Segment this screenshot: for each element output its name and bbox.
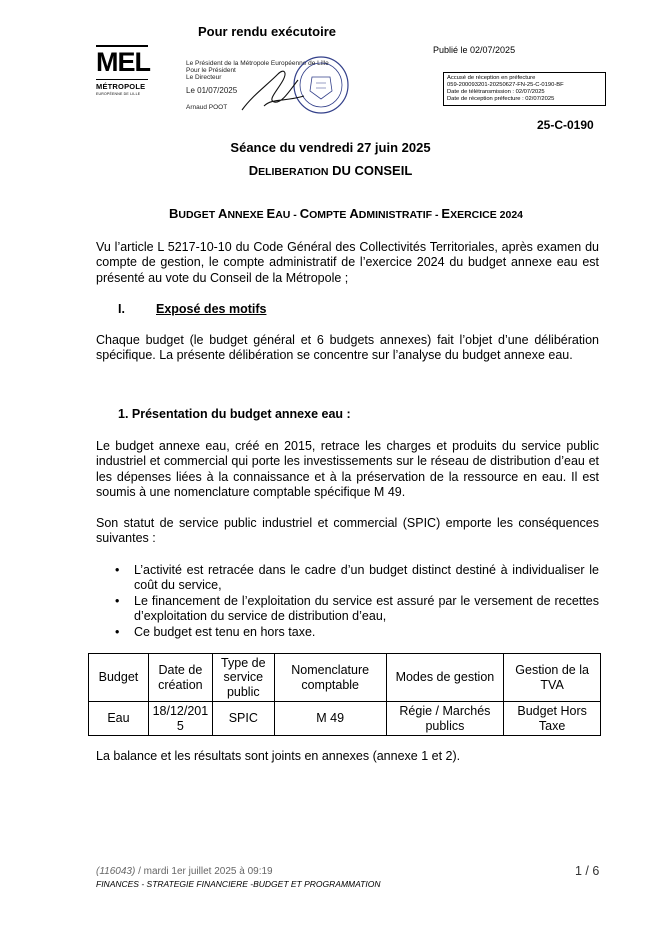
section-title: Exposé des motifs [156,302,267,316]
table-cell: 18/12/2015 [148,702,212,736]
signature-date: Le 01/07/2025 [186,86,238,95]
paragraph-budgets: Chaque budget (le budget général et 6 budgets annexes) fait l’objet d’une délibération spécifique. La présente délibération se concentre sur l’analyse du budget annexe eau. [96,333,599,363]
budget-title: BUDGET ANNEXE EAU - COMPTE ADMINISTRATIF - EXERCICE 2024 [168,206,524,221]
table-header-cell: Gestion de la TVA [504,654,601,702]
accuse-reception-box [443,72,606,106]
footer-department: FINANCES - STRATEGIE FINANCIERE -BUDGET ET PROGRAMMATION [96,879,381,889]
table-header-cell: Date de création [148,654,212,702]
accuse-line-2: 059-200093201-20250627-FN-25-C-0190-BF [447,82,564,88]
signature-line-1: Le Président de la Métropole Européenne de Lille [186,60,329,67]
deliberation-heading: DELIBERATION DU CONSEIL [248,163,413,178]
handwritten-signature [238,66,308,116]
consequences-list [108,563,599,640]
mel-logo [96,45,148,96]
table-cell: Budget Hors Taxe [504,702,601,736]
section-number: I. [118,302,125,316]
logo-subtitle-text: EUROPÉENNE DE LILLE [96,92,141,96]
table-header-cell: Nomenclature comptable [274,654,386,702]
subsection-title: 1. Présentation du budget annexe eau : [118,407,351,421]
accuse-line-4: Date de réception préfecture : 02/07/2025 [447,96,555,102]
signature-line-3: Le Directeur [186,74,222,81]
signature-line-2: Pour le Président [186,67,236,74]
publication-date: Publié le 02/07/2025 [433,45,516,55]
table-cell: Régie / Marchés publics [386,702,504,736]
list-item: • L’activité est retracée dans le cadre d’un budget distinct destiné à individualiser le coût du service, [115,563,599,593]
table-header-row [89,654,601,702]
table-row [89,702,601,736]
deliberation-reference: 25-C-0190 [537,118,594,132]
list-item: • Ce budget est tenu en hors taxe. [115,624,316,639]
list-item: • Le financement de l’exploitation du service est assuré par le versement de recettes d’exploitation du service de distribution d’eau, [115,593,599,624]
logo-mel-text: MEL [96,47,150,77]
paragraph-spic: Son statut de service public industriel et commercial (SPIC) emporte les conséquences suivantes : [96,516,599,546]
table-header-cell: Modes de gestion [386,654,504,702]
footer-date: / mardi 1er juillet 2025 à 09:19 [135,866,273,877]
budget-table [88,653,601,736]
accuse-line-3: Date de télétransmission : 02/07/2025 [447,89,545,95]
table-header-cell: Budget [89,654,149,702]
pour-rendu-executoire: Pour rendu exécutoire [198,24,336,39]
accuse-line-1: Accusé de réception en préfecture [447,75,536,81]
page-number: 1 / 6 [575,864,600,878]
signatory-name: Arnaud POOT [186,104,228,111]
table-cell: M 49 [274,702,386,736]
footer-timestamp [96,866,273,877]
seance-title: Séance du vendredi 27 juin 2025 [230,140,431,155]
logo-metropole-text: MÉTROPOLE [96,79,148,91]
table-header-cell: Type de service public [212,654,274,702]
footer-code: (116043) [96,866,136,877]
table-cell: SPIC [212,702,274,736]
table-cell: Eau [89,702,149,736]
paragraph-vu-article: Vu l’article L 5217-10-10 du Code Général des Collectivités Territoriales, après examen du compte de gestion, le compte administratif de l’exercice 2024 du budget annexe eau est présenté au vote du Conseil de la Métropole ; [96,240,599,285]
paragraph-annexes: La balance et les résultats sont joints en annexes (annexe 1 et 2). [96,749,461,763]
paragraph-budget-annexe: Le budget annexe eau, créé en 2015, retrace les charges et produits du service public industriel et commercial qui porte les investissements sur le réseau de distribution d’eau et les dépenses liées à la connaissance et à la préservation de la ressource en eau. Il est soumis à une nomenclature comptable spécifique M 49. [96,439,599,500]
